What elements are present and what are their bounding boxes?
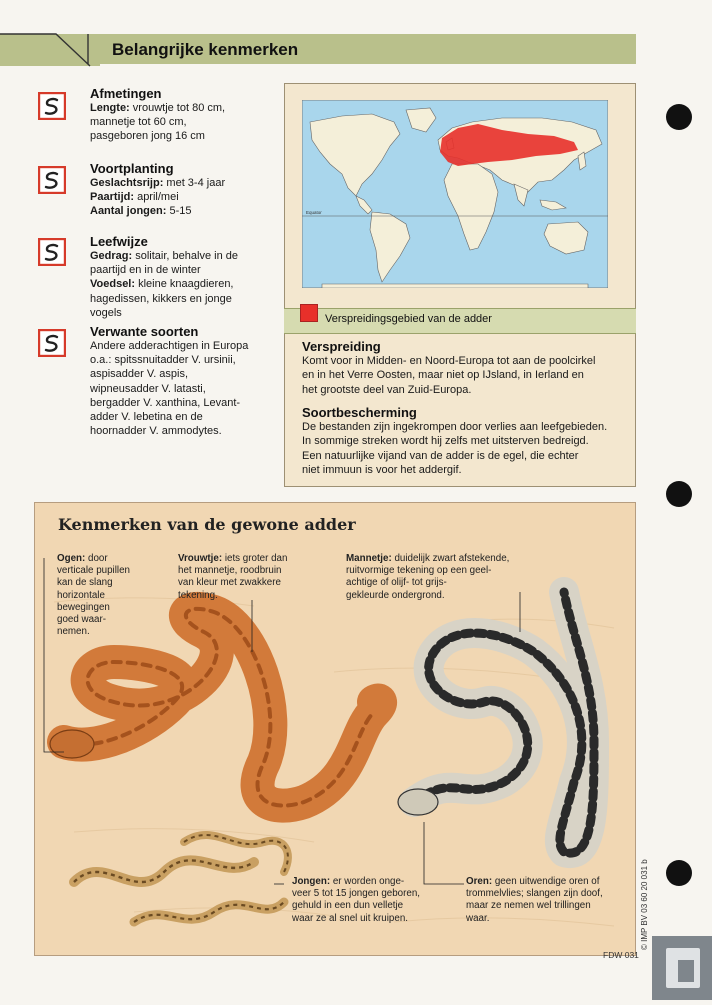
equator-label: Equator (306, 210, 322, 215)
bescherming-text: De bestanden zijn ingekrompen door verlies aan leefgebieden. In sommige streken wordt hij zelfs met uitsterven bedreigd. Een natuurlijke vijand van de adder is de egel, die echter niet immuun is voor het addergif. (302, 421, 608, 477)
caption-mannetje: Mannetje: duidelijk zwart afstekende, ruitvormige tekening op een geel- achtige of olijf- tot grijs- gekleurde ondergrond. (346, 553, 510, 601)
section-title-verwante-soorten: Verwante soorten (90, 324, 199, 339)
binder-hole (666, 860, 692, 886)
section-text-leefwijze: Gedrag: solitair, behalve in de paartijd en in de winter Voedsel: kleine knaagdieren, hagedissen, kikkers en jonge vogels (90, 250, 238, 319)
snake-icon (38, 238, 66, 266)
verspreiding-text: Komt voor in Midden- en Noord-Europa tot aan de poolcirkel en in het Verre Oosten, maar niet op IJsland, in Ierland en het grootste deel van Zuid-Europa. (302, 355, 596, 396)
legend-swatch (300, 304, 318, 322)
snake-icon (38, 329, 66, 357)
caption-vrouwtje: Vrouwtje: iets groter dan het mannetje, roodbruin van kleur met zwakkere tekening. (178, 553, 288, 601)
binder-hole (666, 481, 692, 507)
bescherming-title: Soortbescherming (302, 405, 417, 420)
young-adder (134, 902, 284, 922)
binder-hole (666, 104, 692, 130)
corner-logo (652, 936, 712, 1000)
header-corner-graphic (0, 20, 100, 68)
copyright-code: © IMP BV 03 60 20 031 b (640, 859, 649, 950)
section-text-voortplanting: Geslachtsrijp: met 3-4 jaar Paartijd: april/mei Aantal jongen: 5-15 (90, 177, 226, 218)
caption-oren: Oren: geen uitwendige oren of trommelvlies; slangen zijn doof, maar ze nemen wel trillingen waar. (466, 876, 603, 924)
section-title-leefwijze: Leefwijze (90, 234, 148, 249)
snake-icon (38, 92, 66, 120)
panel-title: Kenmerken van de gewone adder (58, 515, 356, 534)
page-code: FDW 031 (603, 950, 639, 960)
section-text-afmetingen: Lengte: vrouwtje tot 80 cm, mannetje tot 60 cm, pasgeboren jong 16 cm (90, 102, 226, 143)
legend-label: Verspreidingsgebied van de adder (325, 313, 492, 325)
verspreiding-title: Verspreiding (302, 339, 381, 354)
page-title: Belangrijke kenmerken (112, 40, 299, 59)
caption-jongen: Jongen: er worden onge- veer 5 tot 15 jongen geboren, gehuld in een dun velletje waar ze al snel uit kruipen. (292, 876, 421, 924)
section-title-afmetingen: Afmetingen (90, 86, 162, 101)
section-title-voortplanting: Voortplanting (90, 161, 174, 176)
world-map (302, 100, 608, 288)
section-text-verwante-soorten: Andere adderachtigen in Europa o.a.: spitssnuitadder V. ursinii, aspisadder V. aspis, wipneusadder V. latasti, bergadder V. xanthina, Levant- adder V. lebetina en de hoornadder V. ammodytes. (90, 340, 249, 438)
snake-icon (38, 166, 66, 194)
caption-ogen: Ogen: door verticale pupillen kan de slang horizontale bewegingen goed waar- nemen. (57, 553, 130, 638)
